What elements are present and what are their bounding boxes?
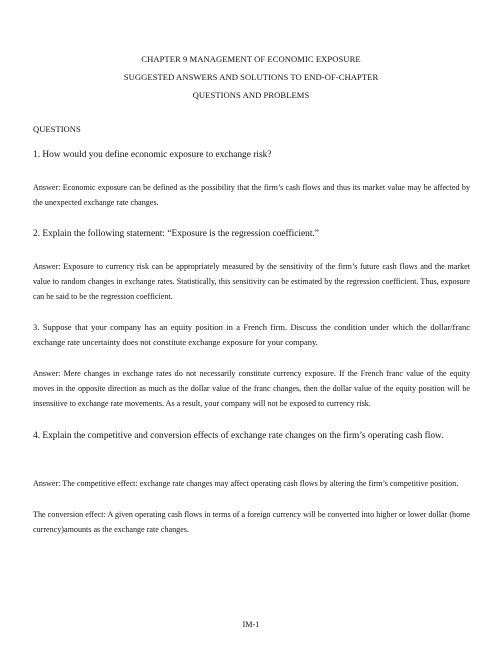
chapter-title: CHAPTER 9 MANAGEMENT OF ECONOMIC EXPOSURE <box>141 54 361 64</box>
answer-1: Answer: Economic exposure can be defined as the possibility that the firm’s cash flows and thus its market value may be affected by the unexpected exchange rate changes. <box>33 183 470 207</box>
page-number: IM-1 <box>242 620 260 629</box>
question-4: 4. Explain the competitive and conversion effects of exchange rate changes on the firm’s operating cash flow. <box>33 431 444 441</box>
subtitle-line-1: SUGGESTED ANSWERS AND SOLUTIONS TO END-OF-CHAPTER <box>123 72 379 82</box>
answer-2: Answer: Exposure to currency risk can be appropriately measured by the sensitivity of the firm’s future cash flows and the market value to random changes in exchange rates. Statistically, this sensitivity can be estimated by the regression coefficient. Thus, exposure can be said to be the regression coefficient. <box>33 262 470 301</box>
section-label-questions: QUESTIONS <box>33 124 81 134</box>
question-1: 1. How would you define economic exposure to exchange risk? <box>33 150 272 160</box>
subtitle-line-2: QUESTIONS AND PROBLEMS <box>192 90 310 100</box>
question-2: 2. Explain the following statement: “Exposure is the regression coefficient.” <box>33 229 319 239</box>
answer-4: Answer: The competitive effect: exchange rate changes may affect operating cash flows by altering the firm’s competitive position. <box>33 479 459 488</box>
answer-3: Answer: Mere changes in exchange rates do not necessarily constitute currency exposure. If the French franc value of the equity moves in the opposite direction as much as the dollar value of the franc changes, then the dollar value of the equity position will be insensitive to exchange rate movements. As a result, your company will not be exposed to currency risk. <box>33 369 470 408</box>
answer-4-continued: The conversion effect: A given operating cash flows in terms of a foreign currency will be converted into higher or lower dollar (home currency)amounts as the exchange rate changes. <box>33 510 470 534</box>
question-3: 3. Suppose that your company has an equity position in a French firm. Discuss the condition under which the dollar/franc exchange rate uncertainty does not constitute exchange exposure for your company. <box>33 322 470 347</box>
